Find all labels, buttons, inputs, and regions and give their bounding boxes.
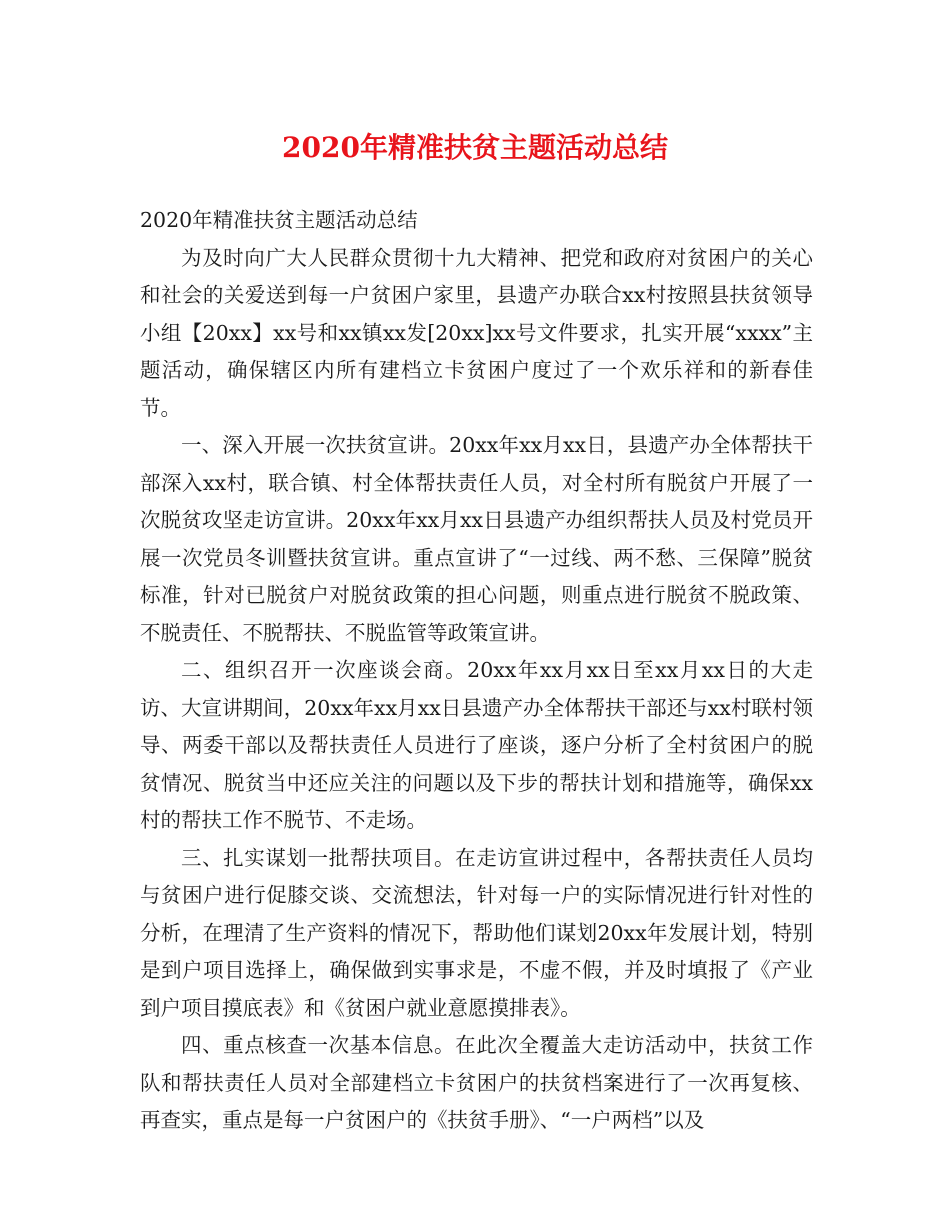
document-title: 2020年精准扶贫主题活动总结 xyxy=(282,131,668,164)
document-body xyxy=(140,202,813,1140)
paragraph-intro: 为及时向广大人民群众贯彻十九大精神、把党和政府对贫困户的关心和社会的关爱送到每一户贫困户家里，县遗产办联合xx村按照县扶贫领导小组【20xx】xx号和xx镇xx发[20xx]xx号文件要求，扎实开展“xxxx”主题活动，确保辖区内所有建档立卡贫困户度过了一个欢乐祥和的新春佳节。 xyxy=(140,245,813,420)
paragraph-section-3: 三、扎实谋划一批帮扶项目。在走访宣讲过程中，各帮扶责任人员均与贫困户进行促膝交谈、交流想法，针对每一户的实际情况进行针对性的分析，在理清了生产资料的情况下，帮助他们谋划20xx年发展计划，特别是到户项目选择上，确保做到实事求是，不虚不假，并及时填报了《产业到户项目摸底表》和《贫困户就业意愿摸排表》。 xyxy=(140,845,813,1020)
paragraph-section-1: 一、深入开展一次扶贫宣讲。20xx年xx月xx日，县遗产办全体帮扶干部深入xx村，联合镇、村全体帮扶责任人员，对全村所有脱贫户开展了一次脱贫攻坚走访宣讲。20xx年xx月xx日县遗产办组织帮扶人员及村党员开展一次党员冬训暨扶贫宣讲。重点宣讲了“一过线、两不愁、三保障”脱贫标准，针对已脱贫户对脱贫政策的担心问题，则重点进行脱贫不脱政策、不脱责任、不脱帮扶、不脱监管等政策宣讲。 xyxy=(140,433,813,645)
document-subtitle: 2020年精准扶贫主题活动总结 xyxy=(140,208,418,232)
paragraph-section-2: 二、组织召开一次座谈会商。20xx年xx月xx日至xx月xx日的大走访、大宣讲期间，20xx年xx月xx日县遗产办全体帮扶干部还与xx村联村领导、两委干部以及帮扶责任人员进行了座谈，逐户分析了全村贫困户的脱贫情况、脱贫当中还应关注的问题以及下步的帮扶计划和措施等，确保xx村的帮扶工作不脱节、不走场。 xyxy=(140,658,813,832)
paragraph-section-4: 四、重点核查一次基本信息。在此次全覆盖大走访活动中，扶贫工作队和帮扶责任人员对全部建档立卡贫困户的扶贫档案进行了一次再复核、再查实，重点是每一户贫困户的《扶贫手册》、“一户两档”以及 xyxy=(140,1033,813,1132)
